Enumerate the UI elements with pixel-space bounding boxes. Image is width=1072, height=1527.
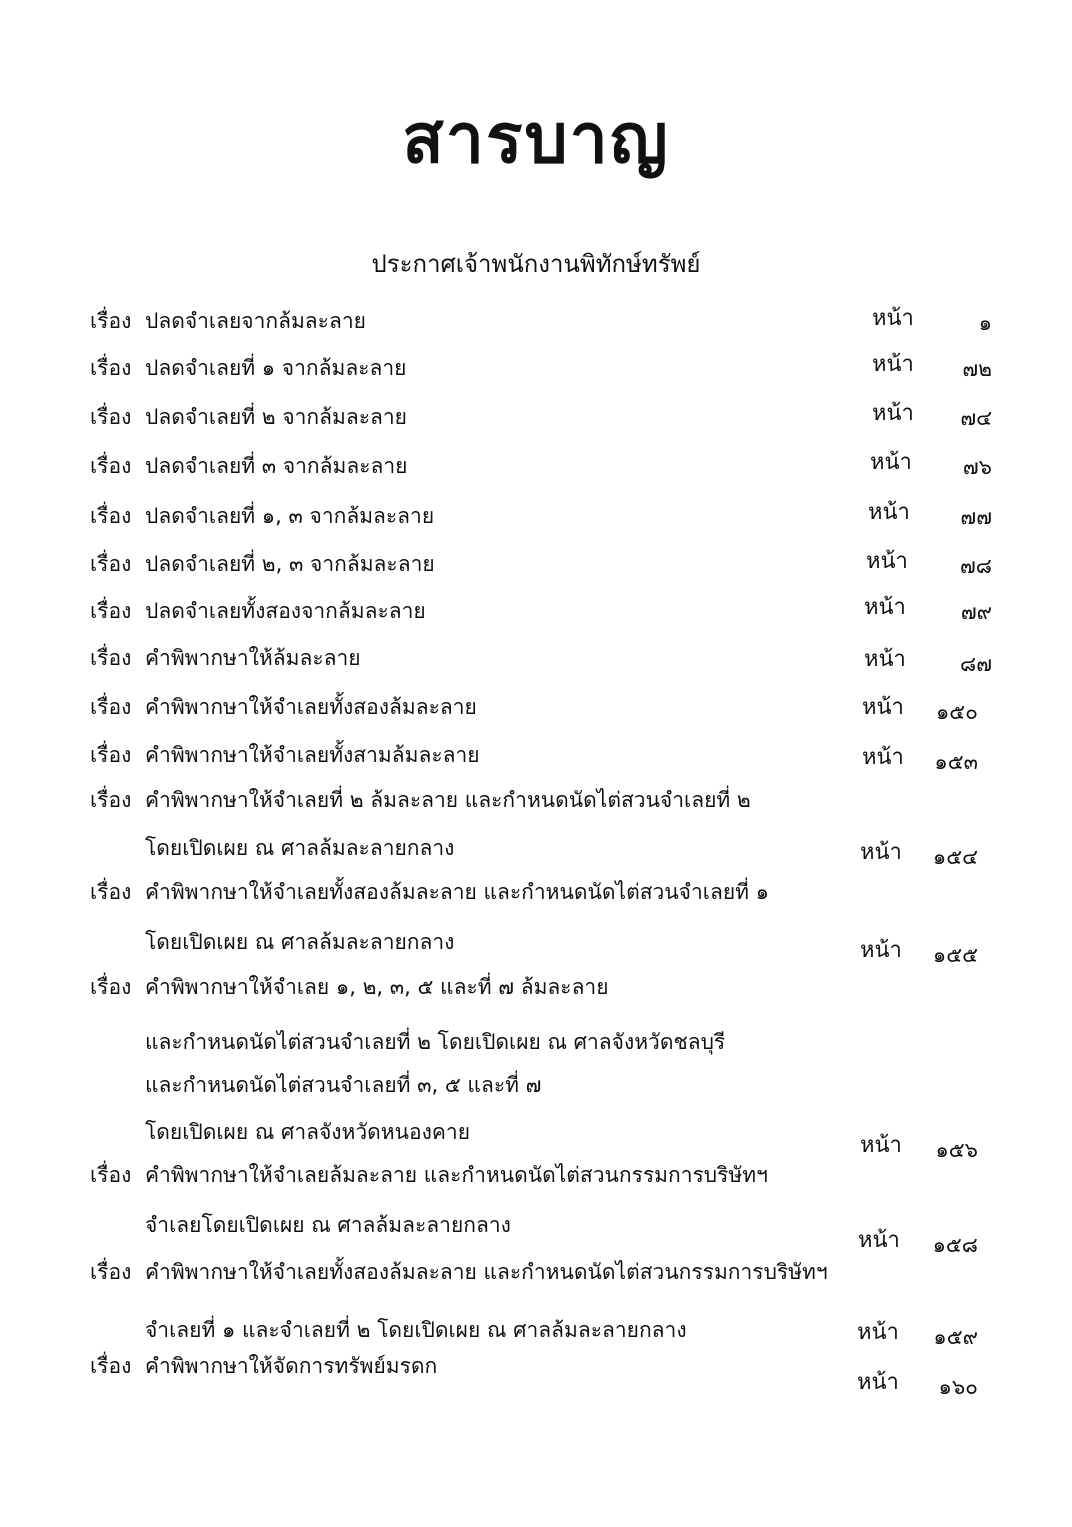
page-label: หน้า xyxy=(862,695,904,720)
page-label: หน้า xyxy=(870,450,912,475)
page-number: ๘๗ xyxy=(960,652,992,676)
page-label: หน้า xyxy=(857,1370,899,1395)
page-label: หน้า xyxy=(866,549,908,574)
page-label: หน้า xyxy=(864,595,906,620)
entry-title-line: และกำหนดนัดไต่สวนจำเลยที่ ๒ โดยเปิดเผย ณ ศาลจังหวัดชลบุรี xyxy=(145,1030,726,1054)
entry-title-line: ปลดจำเลยที่ ๑, ๓ จากล้มละลาย xyxy=(145,504,435,528)
entry-title-line: โดยเปิดเผย ณ ศาลล้มละลายกลาง xyxy=(145,836,455,860)
entry-label: เรื่อง xyxy=(90,880,132,904)
page-label: หน้า xyxy=(868,500,910,525)
entry-title-line: คำพิพากษาให้จำเลยทั้งสามล้มละลาย xyxy=(145,743,480,767)
page-title: สารบาญ xyxy=(402,99,670,179)
entry-label: เรื่อง xyxy=(90,454,132,478)
entry-title-line: โดยเปิดเผย ณ ศาลล้มละลายกลาง xyxy=(145,930,455,954)
entry-title-line: คำพิพากษาให้จำเลยทั้งสองล้มละลาย xyxy=(145,695,477,719)
entry-title-line: จำเลยที่ ๑ และจำเลยที่ ๒ โดยเปิดเผย ณ ศาลล้มละลายกลาง xyxy=(145,1318,687,1342)
entry-title-line: จำเลยโดยเปิดเผย ณ ศาลล้มละลายกลาง xyxy=(145,1213,511,1237)
page-number: ๗๖ xyxy=(962,455,992,479)
page-number: ๑๖๐ xyxy=(938,1375,978,1399)
entry-title-line: โดยเปิดเผย ณ ศาลจังหวัดหนองคาย xyxy=(145,1120,471,1144)
page-label: หน้า xyxy=(860,938,902,963)
entry-label: เรื่อง xyxy=(90,356,132,380)
page-number: ๑๕๖ xyxy=(935,1138,978,1162)
entry-label: เรื่อง xyxy=(90,743,132,767)
entry-title-line: และกำหนดนัดไต่สวนจำเลยที่ ๓, ๕ และที่ ๗ xyxy=(145,1073,542,1097)
entry-title-line: คำพิพากษาให้ล้มละลาย xyxy=(145,646,361,670)
entry-label: เรื่อง xyxy=(90,504,132,528)
entry-title-line: คำพิพากษาให้จัดการทรัพย์มรดก xyxy=(145,1354,438,1378)
entry-title-line: คำพิพากษาให้จำเลยทั้งสองล้มละลาย และกำหนดนัดไต่สวนกรรมการบริษัทฯ xyxy=(145,1260,828,1284)
entry-label: เรื่อง xyxy=(90,1260,132,1284)
page-number: ๗๒ xyxy=(962,357,992,381)
page-label: หน้า xyxy=(862,745,904,770)
page-number: ๑๕๘ xyxy=(932,1233,978,1257)
entry-title-line: คำพิพากษาให้จำเลยทั้งสองล้มละลาย และกำหนดนัดไต่สวนจำเลยที่ ๑ xyxy=(145,880,769,904)
entry-title-line: ปลดจำเลยที่ ๒ จากล้มละลาย xyxy=(145,405,407,429)
page-number: ๑๕๐ xyxy=(935,700,978,724)
page-number: ๗๔ xyxy=(960,406,992,430)
entry-label: เรื่อง xyxy=(90,552,132,576)
entry-label: เรื่อง xyxy=(90,599,132,623)
page-label: หน้า xyxy=(872,401,914,426)
entry-title-line: คำพิพากษาให้จำเลยที่ ๒ ล้มละลาย และกำหนดนัดไต่สวนจำเลยที่ ๒ xyxy=(145,788,751,812)
entry-label: เรื่อง xyxy=(90,405,132,429)
entry-title-line: ปลดจำเลยทั้งสองจากล้มละลาย xyxy=(145,599,426,623)
page-number: ๗๘ xyxy=(960,554,992,578)
page-label: หน้า xyxy=(864,647,906,672)
entry-label: เรื่อง xyxy=(90,1354,132,1378)
page-number: ๗๗ xyxy=(960,505,992,529)
page-number: ๑ xyxy=(978,311,992,335)
page-number: ๑๕๔ xyxy=(932,845,978,869)
page-label: หน้า xyxy=(858,1228,900,1253)
section-heading: ประกาศเจ้าพนักงานพิทักษ์ทรัพย์ xyxy=(371,250,701,278)
entry-title-line: ปลดจำเลยที่ ๑ จากล้มละลาย xyxy=(145,356,407,380)
entry-title-line: ปลดจำเลยจากล้มละลาย xyxy=(145,309,366,333)
page-label: หน้า xyxy=(860,1133,902,1158)
entry-title-line: คำพิพากษาให้จำเลย ๑, ๒, ๓, ๕ และที่ ๗ ล้มละลาย xyxy=(145,975,609,999)
page-number: ๗๙ xyxy=(960,600,992,624)
entry-label: เรื่อง xyxy=(90,309,132,333)
page-label: หน้า xyxy=(860,840,902,865)
entry-title-line: ปลดจำเลยที่ ๓ จากล้มละลาย xyxy=(145,454,408,478)
entry-label: เรื่อง xyxy=(90,975,132,999)
page-number: ๑๕๕ xyxy=(932,943,978,967)
page-label: หน้า xyxy=(872,306,914,331)
entry-label: เรื่อง xyxy=(90,695,132,719)
page-label: หน้า xyxy=(872,352,914,377)
page-number: ๑๕๙ xyxy=(933,1325,978,1349)
page-label: หน้า xyxy=(857,1320,899,1345)
page-number: ๑๕๓ xyxy=(934,750,978,774)
entry-label: เรื่อง xyxy=(90,1163,132,1187)
entry-label: เรื่อง xyxy=(90,788,132,812)
entry-title-line: คำพิพากษาให้จำเลยล้มละลาย และกำหนดนัดไต่สวนกรรมการบริษัทฯ xyxy=(145,1163,768,1187)
entry-label: เรื่อง xyxy=(90,646,132,670)
entry-title-line: ปลดจำเลยที่ ๒, ๓ จากล้มละลาย xyxy=(145,552,435,576)
